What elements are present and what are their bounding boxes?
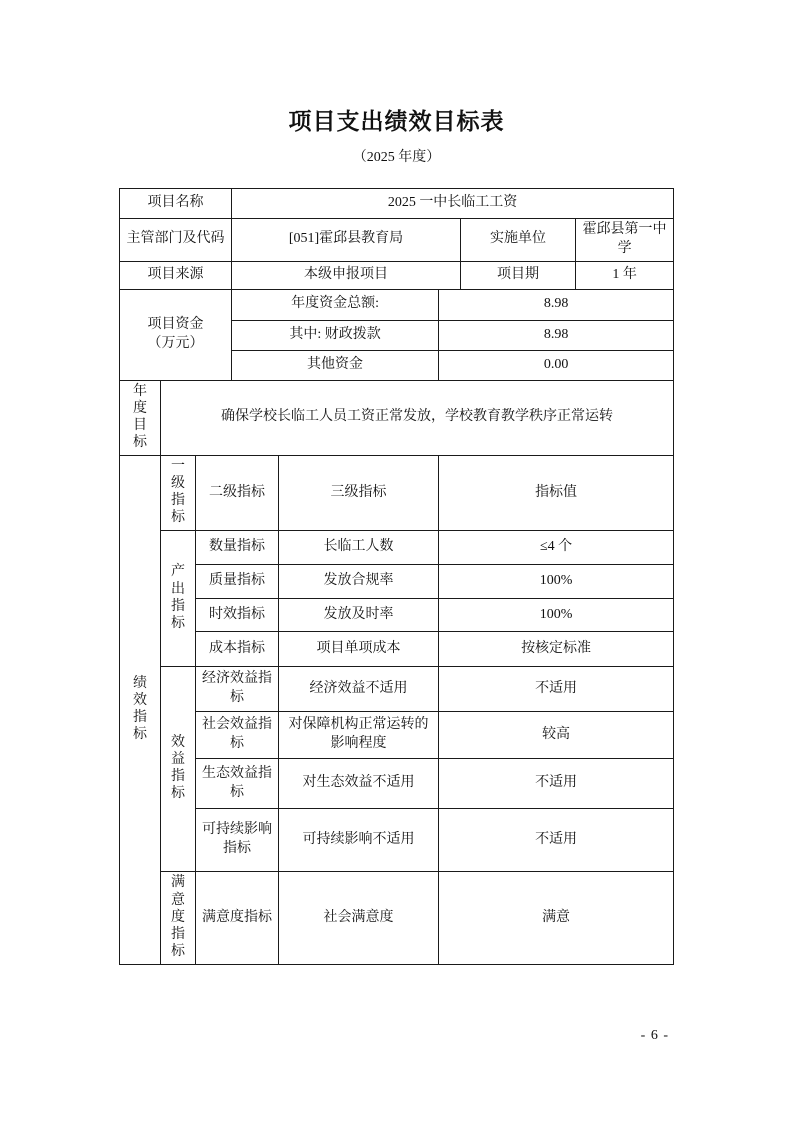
project-name-value: 2025 一中长临工工资 xyxy=(232,189,674,219)
table-row xyxy=(120,565,674,599)
project-name-label: 项目名称 xyxy=(120,189,232,219)
source-label: 项目来源 xyxy=(120,261,232,289)
indicator-level3: 对保障机构正常运转的影响程度 xyxy=(279,712,439,759)
indicator-level2: 数量指标 xyxy=(196,531,279,565)
indicator-level3: 经济效益不适用 xyxy=(279,667,439,712)
header-value: 指标值 xyxy=(439,455,674,530)
indicator-level3: 长临工人数 xyxy=(279,531,439,565)
header-level1-text: 一级指标 xyxy=(171,458,185,526)
funding-total-label: 年度资金总额: xyxy=(232,289,439,320)
indicator-value: 100% xyxy=(439,599,674,632)
indicator-level3: 社会满意度 xyxy=(279,872,439,965)
header-level3: 三级指标 xyxy=(279,455,439,530)
indicator-level2: 生态效益指标 xyxy=(196,759,279,809)
funding-total-value: 8.98 xyxy=(439,289,674,320)
period-value: 1 年 xyxy=(576,261,674,289)
table-row xyxy=(120,759,674,809)
impl-unit-label: 实施单位 xyxy=(461,219,576,262)
indicator-level2: 质量指标 xyxy=(196,565,279,599)
indicator-level2: 满意度指标 xyxy=(196,872,279,965)
table-row xyxy=(120,667,674,712)
indicator-level3: 项目单项成本 xyxy=(279,632,439,667)
table-row xyxy=(120,872,674,965)
dept-label: 主管部门及代码 xyxy=(120,219,232,262)
group-benefit-label-text: 效益指标 xyxy=(171,734,185,802)
funding-other-value: 0.00 xyxy=(439,350,674,380)
group-output-label xyxy=(161,531,196,667)
dept-value: [051]霍邱县教育局 xyxy=(232,219,461,262)
table-row xyxy=(120,632,674,667)
indicator-level3: 发放及时率 xyxy=(279,599,439,632)
funding-fiscal-label: 其中: 财政拨款 xyxy=(232,320,439,350)
table-row xyxy=(120,531,674,565)
header-level2: 二级指标 xyxy=(196,455,279,530)
indicator-value: 较高 xyxy=(439,712,674,759)
period-label: 项目期 xyxy=(461,261,576,289)
group-benefit-label xyxy=(161,667,196,872)
page-subtitle: （2025 年度） xyxy=(352,150,441,165)
source-value: 本级申报项目 xyxy=(232,261,461,289)
indicator-level3: 可持续影响不适用 xyxy=(279,809,439,872)
table-row xyxy=(120,261,674,289)
table-row xyxy=(120,289,674,320)
indicator-level2: 时效指标 xyxy=(196,599,279,632)
performance-label xyxy=(120,455,161,964)
annual-goal-label-text: 年度目标 xyxy=(133,383,147,451)
indicator-level3: 对生态效益不适用 xyxy=(279,759,439,809)
funding-fiscal-value: 8.98 xyxy=(439,320,674,350)
indicator-value: 满意 xyxy=(439,872,674,965)
indicator-value: 100% xyxy=(439,565,674,599)
performance-label-text: 绩效指标 xyxy=(133,675,147,743)
impl-unit-value: 霍邱县第一中学 xyxy=(576,219,674,262)
table-row xyxy=(120,809,674,872)
group-satisfaction-label xyxy=(161,872,196,965)
indicator-value: 不适用 xyxy=(439,809,674,872)
indicator-level2: 可持续影响指标 xyxy=(196,809,279,872)
annual-goal-label xyxy=(120,380,161,455)
funding-label xyxy=(120,289,232,380)
header-level1 xyxy=(161,455,196,530)
page-title: 项目支出绩效目标表 xyxy=(288,109,505,134)
table-row xyxy=(120,219,674,262)
table-row xyxy=(120,712,674,759)
table-row xyxy=(120,189,674,219)
group-satisfaction-label-text: 满意度指标 xyxy=(171,875,185,959)
page-number: - 6 - xyxy=(640,1028,669,1043)
indicator-value: ≤4 个 xyxy=(439,531,674,565)
indicator-level2: 成本指标 xyxy=(196,632,279,667)
table-row xyxy=(120,455,674,530)
funding-other-label: 其他资金 xyxy=(232,350,439,380)
annual-goal-value: 确保学校长临工人员工资正常发放，学校教育教学秩序正常运转 xyxy=(161,380,674,455)
indicator-value: 不适用 xyxy=(439,667,674,712)
indicator-value: 不适用 xyxy=(439,759,674,809)
indicator-level2: 经济效益指标 xyxy=(196,667,279,712)
indicator-level3: 发放合规率 xyxy=(279,565,439,599)
table-row xyxy=(120,599,674,632)
funding-label-line2: （万元） xyxy=(147,335,204,351)
table-row xyxy=(120,380,674,455)
group-output-label-text: 产出指标 xyxy=(171,564,185,631)
indicator-value: 按核定标准 xyxy=(439,632,674,667)
performance-target-table xyxy=(119,188,674,965)
indicator-level2: 社会效益指标 xyxy=(196,712,279,759)
funding-label-line1: 项目资金 xyxy=(147,316,204,332)
